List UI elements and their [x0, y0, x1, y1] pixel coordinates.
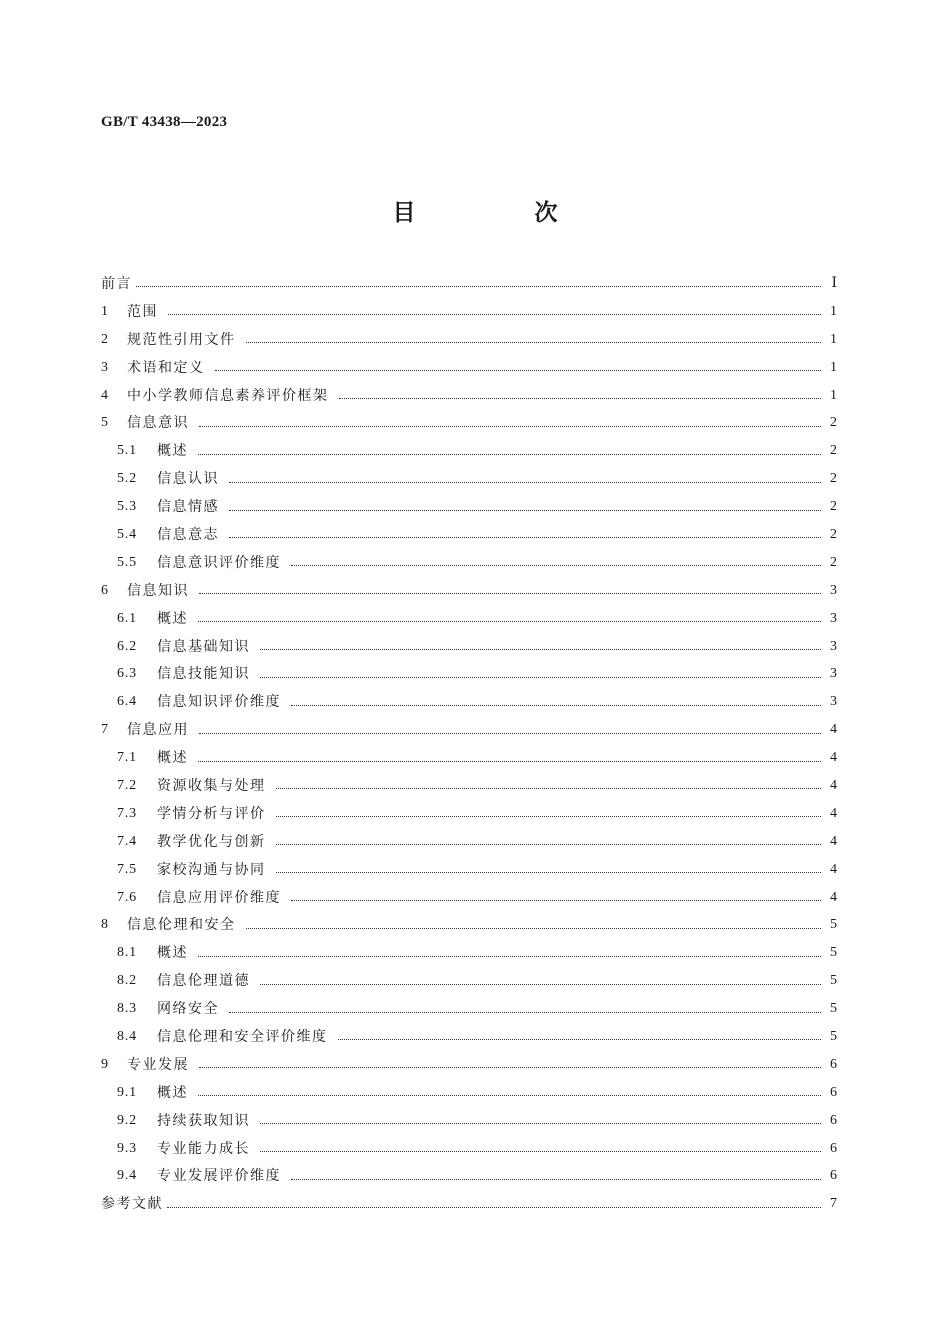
- toc-entry-page: Ⅰ: [831, 275, 837, 291]
- dot-leader: [276, 774, 822, 789]
- dot-leader: [198, 440, 821, 455]
- toc-entry[interactable]: [101, 856, 837, 884]
- toc-entry[interactable]: [101, 382, 837, 410]
- toc-entry-number: 9: [101, 1056, 109, 1072]
- toc-entry[interactable]: [101, 577, 837, 605]
- toc-entry[interactable]: [101, 772, 837, 800]
- toc-entry-label: 概述: [157, 610, 188, 627]
- toc-entry-label: 信息伦理道德: [157, 973, 250, 990]
- toc-entry-page: 5: [830, 945, 837, 961]
- dot-leader: [199, 1053, 821, 1068]
- toc-title: 目 次: [392, 200, 606, 226]
- toc-entry-page: 5: [830, 1001, 837, 1017]
- toc-entry-page: 1: [830, 359, 837, 375]
- toc-entry-page: 4: [830, 750, 837, 766]
- toc-entry-page: 6: [830, 1140, 837, 1156]
- toc-entry-number: 7.4: [117, 833, 137, 849]
- toc-entry-number: 8: [101, 917, 109, 933]
- toc-entry-page: 1: [830, 303, 837, 319]
- toc-entry[interactable]: [101, 549, 837, 577]
- dot-leader: [260, 970, 821, 985]
- toc-entry[interactable]: [101, 884, 837, 912]
- toc-entry-label: 中小学教师信息素养评价框架: [127, 387, 329, 404]
- dot-leader: [229, 998, 821, 1013]
- dot-leader: [338, 1025, 822, 1040]
- toc-entry-label: 家校沟通与协同: [157, 861, 266, 878]
- toc-entry[interactable]: [101, 1051, 837, 1079]
- dot-leader: [276, 830, 822, 845]
- toc-entry-label: 网络安全: [157, 1001, 219, 1018]
- toc-entry[interactable]: [101, 465, 837, 493]
- toc-entry-number: 2: [101, 331, 109, 347]
- toc-entry[interactable]: [101, 326, 837, 354]
- toc-entry-label: 信息意志: [157, 526, 219, 543]
- toc-entry-label: 信息基础知识: [157, 638, 250, 655]
- toc-entry-label: 教学优化与创新: [157, 833, 266, 850]
- dot-leader: [260, 663, 821, 678]
- toc-entry[interactable]: [101, 660, 837, 688]
- toc-entry-number: 9.1: [117, 1084, 137, 1100]
- toc-entry-page: 3: [830, 666, 837, 682]
- dot-leader: [291, 1165, 821, 1180]
- toc-entry-label: 参考文献: [101, 1196, 163, 1213]
- toc-entry-page: 1: [830, 387, 837, 403]
- toc-entry-page: 4: [830, 722, 837, 738]
- toc-entry[interactable]: [101, 800, 837, 828]
- toc-entry-number: 3: [101, 359, 109, 375]
- dot-leader: [291, 551, 821, 566]
- dot-leader: [198, 747, 821, 762]
- dot-leader: [246, 328, 822, 343]
- toc-entry[interactable]: [101, 605, 837, 633]
- toc-entry-page: 1: [830, 331, 837, 347]
- toc-entry-number: 7.3: [117, 805, 137, 821]
- table-of-contents: [101, 270, 837, 1218]
- dot-leader: [229, 523, 821, 538]
- dot-leader: [260, 635, 821, 650]
- toc-entry[interactable]: [101, 1135, 837, 1163]
- toc-entry-page: 2: [830, 499, 837, 515]
- toc-entry-page: 6: [830, 1056, 837, 1072]
- toc-entry[interactable]: [101, 493, 837, 521]
- toc-entry[interactable]: [101, 911, 837, 939]
- toc-entry[interactable]: [101, 1023, 837, 1051]
- toc-entry[interactable]: [101, 270, 837, 298]
- toc-entry-number: 7.5: [117, 861, 137, 877]
- dot-leader: [215, 356, 822, 371]
- toc-entry[interactable]: [101, 298, 837, 326]
- toc-entry-number: 8.4: [117, 1028, 137, 1044]
- dot-leader: [199, 579, 821, 594]
- toc-entry-number: 6: [101, 582, 109, 598]
- toc-entry-number: 5.3: [117, 499, 137, 515]
- toc-entry[interactable]: [101, 409, 837, 437]
- toc-entry-page: 3: [830, 694, 837, 710]
- dot-leader: [229, 496, 821, 511]
- toc-entry-label: 信息知识: [127, 582, 189, 599]
- dot-leader: [199, 412, 821, 427]
- toc-entry-number: 8.3: [117, 1001, 137, 1017]
- dot-leader: [199, 719, 821, 734]
- toc-entry[interactable]: [101, 633, 837, 661]
- toc-entry[interactable]: [101, 939, 837, 967]
- toc-entry-page: 3: [830, 582, 837, 598]
- toc-entry[interactable]: [101, 1107, 837, 1135]
- toc-entry-number: 7.6: [117, 889, 137, 905]
- toc-entry-label: 范围: [127, 303, 158, 320]
- toc-entry-page: 5: [830, 917, 837, 933]
- toc-entry-page: 7: [830, 1196, 837, 1212]
- toc-entry-page: 6: [830, 1112, 837, 1128]
- toc-entry-number: 6.1: [117, 610, 137, 626]
- toc-entry-page: 2: [830, 415, 837, 431]
- toc-entry-number: 7: [101, 722, 109, 738]
- dot-leader: [198, 1081, 821, 1096]
- dot-leader: [198, 607, 821, 622]
- toc-entry[interactable]: [101, 688, 837, 716]
- toc-entry-page: 4: [830, 805, 837, 821]
- toc-entry[interactable]: [101, 354, 837, 382]
- toc-entry-label: 概述: [157, 443, 188, 460]
- toc-entry-page: 6: [830, 1084, 837, 1100]
- document-code: GB/T 43438—2023: [101, 114, 228, 130]
- toc-entry-label: 信息应用: [127, 722, 189, 739]
- toc-entry-page: 2: [830, 526, 837, 542]
- toc-entry-number: 6.2: [117, 638, 137, 654]
- dot-leader: [198, 942, 821, 957]
- toc-entry[interactable]: [101, 716, 837, 744]
- toc-entry-number: 1: [101, 303, 109, 319]
- toc-entry-number: 9.4: [117, 1168, 137, 1184]
- toc-entry-label: 信息情感: [157, 499, 219, 516]
- toc-entry-number: 6.4: [117, 694, 137, 710]
- toc-entry[interactable]: [101, 744, 837, 772]
- toc-entry-page: 4: [830, 861, 837, 877]
- toc-entry-label: 概述: [157, 1084, 188, 1101]
- toc-entry[interactable]: [101, 828, 837, 856]
- toc-entry-number: 5.2: [117, 471, 137, 487]
- toc-entry-label: 学情分析与评价: [157, 805, 266, 822]
- toc-entry-label: 术语和定义: [127, 359, 205, 376]
- dot-leader: [229, 468, 821, 483]
- toc-entry-page: 5: [830, 973, 837, 989]
- toc-entry-label: 概述: [157, 945, 188, 962]
- dot-leader: [136, 272, 821, 287]
- toc-entry-page: 4: [830, 777, 837, 793]
- toc-entry-number: 5.1: [117, 443, 137, 459]
- toc-entry-label: 专业发展: [127, 1056, 189, 1073]
- toc-entry-page: 4: [830, 833, 837, 849]
- toc-entry-number: 9.2: [117, 1112, 137, 1128]
- toc-entry-label: 专业能力成长: [157, 1140, 250, 1157]
- toc-entry[interactable]: [101, 995, 837, 1023]
- dot-leader: [260, 1137, 821, 1152]
- dot-leader: [276, 858, 822, 873]
- toc-entry-label: 规范性引用文件: [127, 331, 236, 348]
- toc-entry-page: 3: [830, 610, 837, 626]
- toc-entry-page: 2: [830, 554, 837, 570]
- toc-entry-label: 专业发展评价维度: [157, 1168, 281, 1185]
- toc-entry-label: 信息伦理和安全: [127, 917, 236, 934]
- toc-entry-number: 5.4: [117, 526, 137, 542]
- toc-entry[interactable]: [101, 1190, 837, 1218]
- toc-entry-label: 信息伦理和安全评价维度: [157, 1028, 328, 1045]
- toc-entry[interactable]: [101, 1163, 837, 1191]
- dot-leader: [167, 1193, 821, 1208]
- toc-entry-label: 信息技能知识: [157, 666, 250, 683]
- toc-entry-number: 7.1: [117, 750, 137, 766]
- toc-entry[interactable]: [101, 1079, 837, 1107]
- dot-leader: [246, 914, 822, 929]
- toc-entry-page: 2: [830, 443, 837, 459]
- toc-entry-number: 5: [101, 415, 109, 431]
- toc-entry-label: 资源收集与处理: [157, 777, 266, 794]
- toc-entry-number: 4: [101, 387, 109, 403]
- toc-entry-label: 信息应用评价维度: [157, 889, 281, 906]
- toc-entry-number: 5.5: [117, 554, 137, 570]
- toc-entry-page: 4: [830, 889, 837, 905]
- dot-leader: [276, 802, 822, 817]
- toc-entry[interactable]: [101, 967, 837, 995]
- toc-entry-number: 8.2: [117, 973, 137, 989]
- toc-entry-label: 概述: [157, 750, 188, 767]
- toc-entry-label: 前言: [101, 275, 132, 292]
- toc-entry-label: 信息认识: [157, 471, 219, 488]
- toc-entry-page: 6: [830, 1168, 837, 1184]
- toc-entry-number: 9.3: [117, 1140, 137, 1156]
- dot-leader: [168, 300, 821, 315]
- toc-entry-label: 信息意识评价维度: [157, 554, 281, 571]
- toc-entry-number: 7.2: [117, 777, 137, 793]
- toc-entry[interactable]: [101, 521, 837, 549]
- dot-leader: [339, 384, 822, 399]
- dot-leader: [260, 1109, 821, 1124]
- dot-leader: [291, 886, 821, 901]
- toc-entry[interactable]: [101, 437, 837, 465]
- toc-entry-number: 8.1: [117, 945, 137, 961]
- toc-entry-label: 信息意识: [127, 415, 189, 432]
- toc-entry-number: 6.3: [117, 666, 137, 682]
- toc-entry-page: 5: [830, 1028, 837, 1044]
- toc-entry-page: 2: [830, 471, 837, 487]
- toc-entry-label: 信息知识评价维度: [157, 694, 281, 711]
- toc-entry-page: 3: [830, 638, 837, 654]
- dot-leader: [291, 691, 821, 706]
- toc-entry-label: 持续获取知识: [157, 1112, 250, 1129]
